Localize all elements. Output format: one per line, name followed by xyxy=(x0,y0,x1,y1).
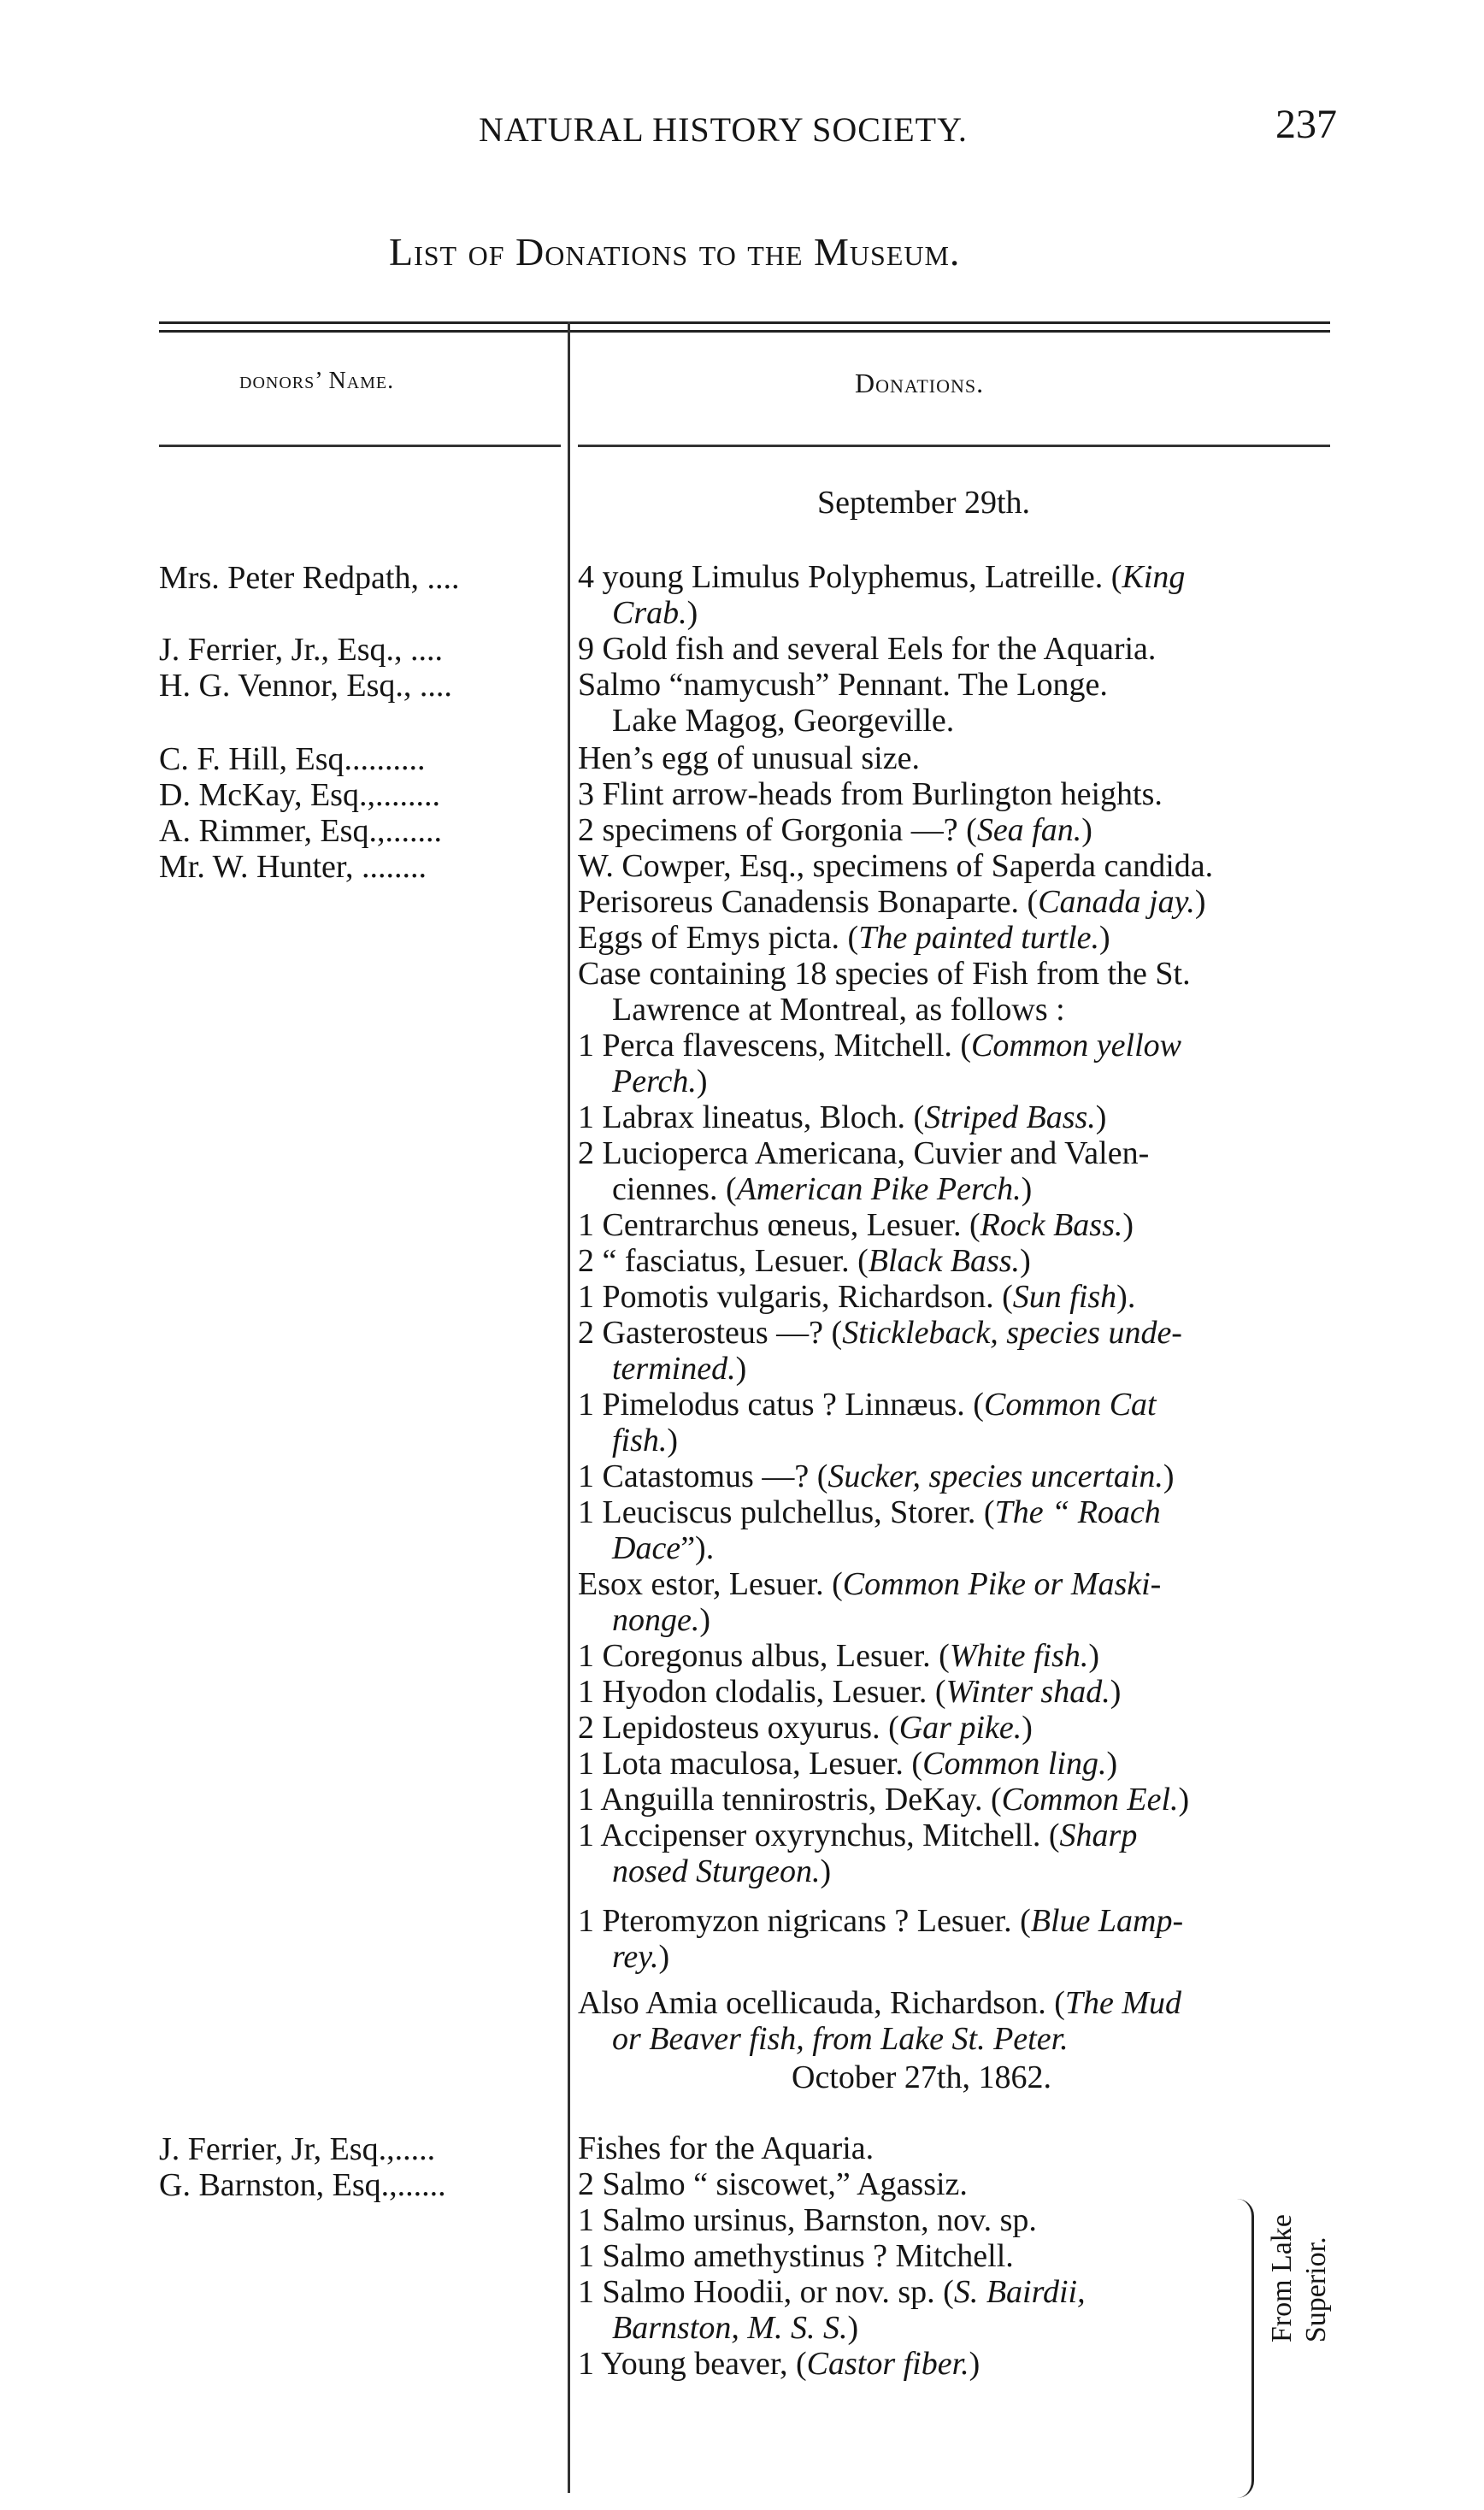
donation-entry: 3 Flint arrow-heads from Burlington heights. xyxy=(578,776,1163,812)
donation-entry: rey.) xyxy=(612,1939,670,1975)
donation-entry: nosed Sturgeon.) xyxy=(612,1853,832,1889)
donation-entry: 2 Salmo “ siscowet,” Agassiz. xyxy=(578,2166,968,2202)
donor-name: J. Ferrier, Jr., Esq., .... xyxy=(159,632,443,668)
donation-entry: 1 Coregonus albus, Lesuer. (White fish.) xyxy=(578,1638,1100,1674)
donation-entry: 1 Accipenser oxyrynchus, Mitchell. (Sharp xyxy=(578,1818,1138,1853)
brace xyxy=(1236,2199,1254,2498)
donation-entry: Barnston, M. S. S.) xyxy=(612,2310,859,2346)
donation-entry: Hen’s egg of unusual size. xyxy=(578,740,920,776)
donor-name: Mr. W. Hunter, ........ xyxy=(159,849,427,885)
donation-entry: 2 Lucioperca Americana, Cuvier and Valen- xyxy=(578,1135,1150,1171)
column-header-donors: donors’ Name. xyxy=(239,368,395,394)
donation-entry: 1 Salmo amethystinus ? Mitchell. xyxy=(578,2238,1014,2274)
donor-name: C. F. Hill, Esq.......... xyxy=(159,741,426,777)
donation-entry: 1 Pomotis vulgaris, Richardson. (Sun fish). xyxy=(578,1279,1136,1315)
donation-entry: 1 Young beaver, (Castor fiber.) xyxy=(578,2346,980,2382)
donation-entry: 2 Gasterosteus —? (Stickleback, species unde- xyxy=(578,1315,1182,1351)
donation-entry: Fishes for the Aquaria. xyxy=(578,2130,874,2166)
donation-entry: 1 Hyodon clodalis, Lesuer. (Winter shad.) xyxy=(578,1674,1122,1710)
donation-entry: 1 Pteromyzon nigricans ? Lesuer. (Blue Lamp- xyxy=(578,1903,1184,1939)
donation-entry: 1 Lota maculosa, Lesuer. (Common ling.) xyxy=(578,1746,1118,1782)
donation-entry: 1 Pimelodus catus ? Linnæus. (Common Cat xyxy=(578,1387,1157,1423)
donor-name: H. G. Vennor, Esq., .... xyxy=(159,668,452,704)
donation-entry: 1 Catastomus —? (Sucker, species uncertain.) xyxy=(578,1458,1175,1494)
header-rule-right xyxy=(578,445,1330,447)
donation-entry: 2 specimens of Gorgonia —? (Sea fan.) xyxy=(578,812,1092,848)
donation-entry: 1 Centrarchus œneus, Lesuer. (Rock Bass.) xyxy=(578,1207,1134,1243)
donation-entry: Also Amia ocellicauda, Richardson. (The Mud xyxy=(578,1985,1182,2021)
donation-entry: Case containing 18 species of Fish from the St. xyxy=(578,956,1191,992)
side-note-line: Superior. xyxy=(1300,2236,1332,2343)
donation-entry: 4 young Limulus Polyphemus, Latreille. (King xyxy=(578,559,1186,595)
donation-entry: 1 Labrax lineatus, Bloch. (Striped Bass.) xyxy=(578,1099,1107,1135)
donation-entry: Eggs of Emys picta. (The painted turtle.) xyxy=(578,920,1110,956)
donation-entry: Lake Magog, Georgeville. xyxy=(612,703,955,739)
donation-entry: 1 Anguilla tennirostris, DeKay. (Common Eel.) xyxy=(578,1782,1190,1818)
donation-entry: 2 Lepidosteus oxyurus. (Gar pike.) xyxy=(578,1710,1033,1746)
donation-entry: 1 Salmo Hoodii, or nov. sp. (S. Bairdii, xyxy=(578,2274,1086,2310)
donation-entry: ciennes. (American Pike Perch.) xyxy=(612,1171,1033,1207)
donation-entry: 1 Perca flavescens, Mitchell. (Common yellow xyxy=(578,1028,1181,1064)
side-note-line: From Lake xyxy=(1266,2214,1298,2343)
donation-entry: W. Cowper, Esq., specimens of Saperda candida. xyxy=(578,848,1214,884)
donation-entry: Esox estor, Lesuer. (Common Pike or Maski- xyxy=(578,1566,1162,1602)
donation-entry: fish.) xyxy=(612,1423,679,1458)
side-note xyxy=(1265,2214,1334,2342)
donation-entry: 1 Salmo ursinus, Barnston, nov. sp. xyxy=(578,2202,1037,2238)
running-title: NATURAL HISTORY SOCIETY. xyxy=(479,110,968,149)
double-rule-top xyxy=(159,321,1330,324)
donation-entry: 1 Leuciscus pulchellus, Storer. (The “ Roach xyxy=(578,1494,1161,1530)
donation-entry: termined.) xyxy=(612,1351,747,1387)
donation-entry: Salmo “namycush” Pennant. The Longe. xyxy=(578,667,1108,703)
double-rule-bottom xyxy=(159,330,1330,333)
donation-entry: nonge.) xyxy=(612,1602,711,1638)
donor-name: Mrs. Peter Redpath, .... xyxy=(159,560,460,596)
donation-entry: Perch.) xyxy=(612,1064,708,1099)
date-heading: October 27th, 1862. xyxy=(792,2059,1051,2095)
donation-entry: Perisoreus Canadensis Bonaparte. (Canada jay.) xyxy=(578,884,1206,920)
page-number: 237 xyxy=(1275,102,1337,147)
column-header-donations: Donations. xyxy=(855,368,985,398)
donation-entry: Crab.) xyxy=(612,595,698,631)
donation-entry: Lawrence at Montreal, as follows : xyxy=(612,992,1065,1028)
list-title: List of Donations to the Museum. xyxy=(389,230,961,274)
donor-name: G. Barnston, Esq.,...... xyxy=(159,2167,446,2203)
donation-entry: or Beaver fish, from Lake St. Peter. xyxy=(612,2021,1069,2057)
donor-name: A. Rimmer, Esq.,....... xyxy=(159,813,442,849)
donation-entry: Dace”). xyxy=(612,1530,715,1566)
donor-name: J. Ferrier, Jr, Esq.,..... xyxy=(159,2131,436,2167)
column-divider xyxy=(568,321,570,2493)
donation-entry: 2 “ fasciatus, Lesuer. (Black Bass.) xyxy=(578,1243,1031,1279)
donation-entry: 9 Gold fish and several Eels for the Aquaria. xyxy=(578,631,1157,667)
header-rule-left xyxy=(159,445,561,447)
donor-name: D. McKay, Esq.,........ xyxy=(159,777,440,813)
date-heading: September 29th. xyxy=(817,485,1031,521)
